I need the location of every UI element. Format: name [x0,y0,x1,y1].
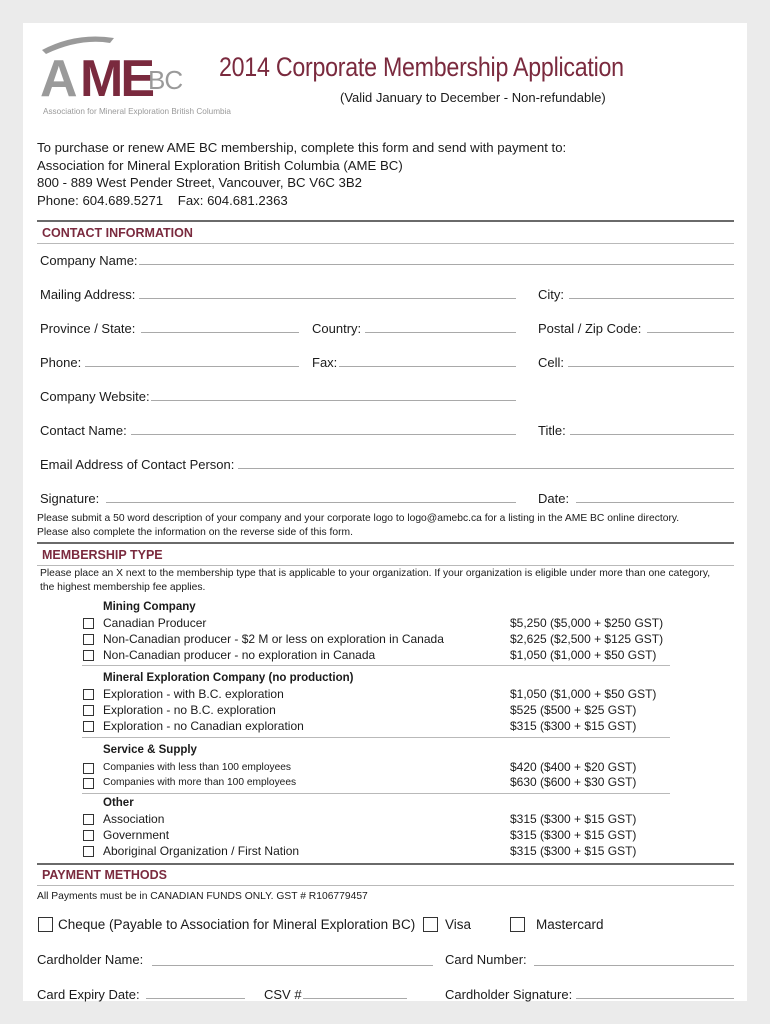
option-label: Companies with less than 100 employees [103,762,292,773]
cardholder-signature-field[interactable] [576,998,734,999]
postal-code-field[interactable] [647,332,734,333]
checkbox-canadian-producer[interactable] [83,618,94,629]
funds-note: All Payments must be in CANADIAN FUNDS ONLY. GST # R106779457 [37,891,368,902]
divider [37,542,734,544]
website-field[interactable] [151,400,516,401]
option-price: $315 ($300 + $15 GST) [510,812,637,826]
contact-name-field[interactable] [131,434,516,435]
csv-field[interactable] [303,998,407,999]
category-exploration: Mineral Exploration Company (no production) [103,672,354,684]
option-price: $2,625 ($2,500 + $125 GST) [510,632,664,646]
option-price: $630 ($600 + $30 GST) [510,775,637,789]
option-label: Exploration - with B.C. exploration [103,687,284,701]
email-field[interactable] [238,468,734,469]
membership-instructions: the highest membership fee applies. [40,582,206,593]
intro-line: To purchase or renew AME BC membership, complete this form and send with payment to: [37,140,567,155]
logo-text-suffix: BC [148,65,183,95]
phone-field[interactable] [85,366,299,367]
option-price: $1,050 ($1,000 + $50 GST) [510,687,657,701]
cell-label: Cell: [538,355,565,370]
option-label: Companies with more than 100 employees [103,777,297,788]
divider [82,737,670,738]
option-price: $525 ($500 + $25 GST) [510,703,637,717]
cardholder-name-field[interactable] [152,965,433,966]
intro-line: Phone: 604.689.5271 Fax: 604.681.2363 [37,192,288,208]
title-field[interactable] [570,434,734,435]
option-label: Non-Canadian producer - $2 M or less on exploration in Canada [103,632,444,646]
mailing-address-label: Mailing Address: [40,287,136,302]
phone-label: Phone: [40,355,82,370]
title-label: Title: [538,423,566,438]
province-field[interactable] [141,332,299,333]
company-name-field[interactable] [139,264,734,265]
svg-text:ME: ME [80,50,152,108]
fax-field[interactable] [339,366,516,367]
reverse-side-note: Please also complete the information on the reverse side of this form. [37,527,353,538]
option-label: Canadian Producer [103,616,207,630]
date-field[interactable] [576,502,734,503]
option-price: $1,050 ($1,000 + $50 GST) [510,648,657,662]
checkbox-non-canadian-2m[interactable] [83,634,94,645]
checkbox-cheque[interactable] [38,917,53,932]
cardholder-signature-label: Cardholder Signature: [445,987,573,1002]
cell-field[interactable] [568,366,734,367]
divider [37,243,734,244]
checkbox-exploration-bc[interactable] [83,689,94,700]
divider [37,565,734,566]
email-label: Email Address of Contact Person: [40,457,235,472]
card-number-field[interactable] [534,965,734,966]
country-field[interactable] [365,332,516,333]
option-price: $315 ($300 + $15 GST) [510,719,637,733]
logo-tagline: Association for Mineral Exploration British Columbia [43,107,231,116]
fax-label: Fax: [312,355,338,370]
mastercard-label: Mastercard [536,917,604,932]
checkbox-non-canadian-none[interactable] [83,650,94,661]
cardholder-name-label: Cardholder Name: [37,952,144,967]
checkbox-mastercard[interactable] [510,917,525,932]
page-subtitle: (Valid January to December - Non-refundable) [340,90,606,105]
divider [37,863,734,865]
option-label: Non-Canadian producer - no exploration in Canada [103,648,376,662]
option-label: Exploration - no Canadian exploration [103,719,304,733]
section-title-membership: MEMBERSHIP TYPE [42,548,163,562]
date-label: Date: [538,491,570,506]
intro-line: Association for Mineral Exploration British Columbia (AME BC) [37,157,403,173]
option-label: Aboriginal Organization / First Nation [103,844,300,858]
category-mining: Mining Company [103,601,196,613]
checkbox-exploration-no-bc[interactable] [83,705,94,716]
checkbox-exploration-no-canada[interactable] [83,721,94,732]
option-label: Government [103,828,170,842]
city-label: City: [538,287,564,302]
membership-instructions: Please place an X next to the membership type that is applicable to your organization. If your organization is eligible under more than one category, [40,568,711,579]
card-number-label: Card Number: [445,952,527,967]
expiry-label: Card Expiry Date: [37,987,140,1002]
intro-line: 800 - 889 West Pender Street, Vancouver, BC V6C 3B2 [37,175,362,190]
option-price: $315 ($300 + $15 GST) [510,844,637,858]
csv-label: CSV # [264,987,302,1002]
postal-code-label: Postal / Zip Code: [538,321,642,336]
checkbox-more-100[interactable] [83,778,94,789]
country-label: Country: [312,321,362,336]
mailing-address-field[interactable] [139,298,516,299]
checkbox-association[interactable] [83,814,94,825]
province-label: Province / State: [40,321,136,336]
contact-name-label: Contact Name: [40,423,127,438]
option-price: $5,250 ($5,000 + $250 GST) [510,616,664,630]
signature-field[interactable] [106,502,516,503]
category-service-supply: Service & Supply [103,744,197,756]
city-field[interactable] [569,298,734,299]
section-title-payment: PAYMENT METHODS [42,868,168,882]
category-other: Other [103,797,134,809]
option-price: $420 ($400 + $20 GST) [510,760,637,774]
option-price: $315 ($300 + $15 GST) [510,828,637,842]
expiry-field[interactable] [146,998,245,999]
divider [82,793,670,794]
directory-note: Please submit a 50 word description of your company and your corporate logo to logo@amebc.ca for a listing in the AME BC online directory. [37,513,680,524]
visa-label: Visa [445,917,472,932]
option-label: Association [103,812,165,826]
checkbox-visa[interactable] [423,917,438,932]
signature-label: Signature: [40,491,100,506]
divider [82,665,670,666]
website-label: Company Website: [40,389,150,404]
intro-block [37,139,566,209]
section-title-contact: CONTACT INFORMATION [42,226,193,240]
checkbox-government[interactable] [83,830,94,841]
company-name-label: Company Name: [40,253,138,268]
cheque-label: Cheque (Payable to Association for Mineral Exploration BC) [58,917,416,932]
svg-text:A: A [40,50,75,108]
divider [37,220,734,222]
checkbox-aboriginal[interactable] [83,846,94,857]
checkbox-less-100[interactable] [83,763,94,774]
page-title: 2014 Corporate Membership Application [219,52,624,82]
divider [37,885,734,886]
option-label: Exploration - no B.C. exploration [103,703,276,717]
